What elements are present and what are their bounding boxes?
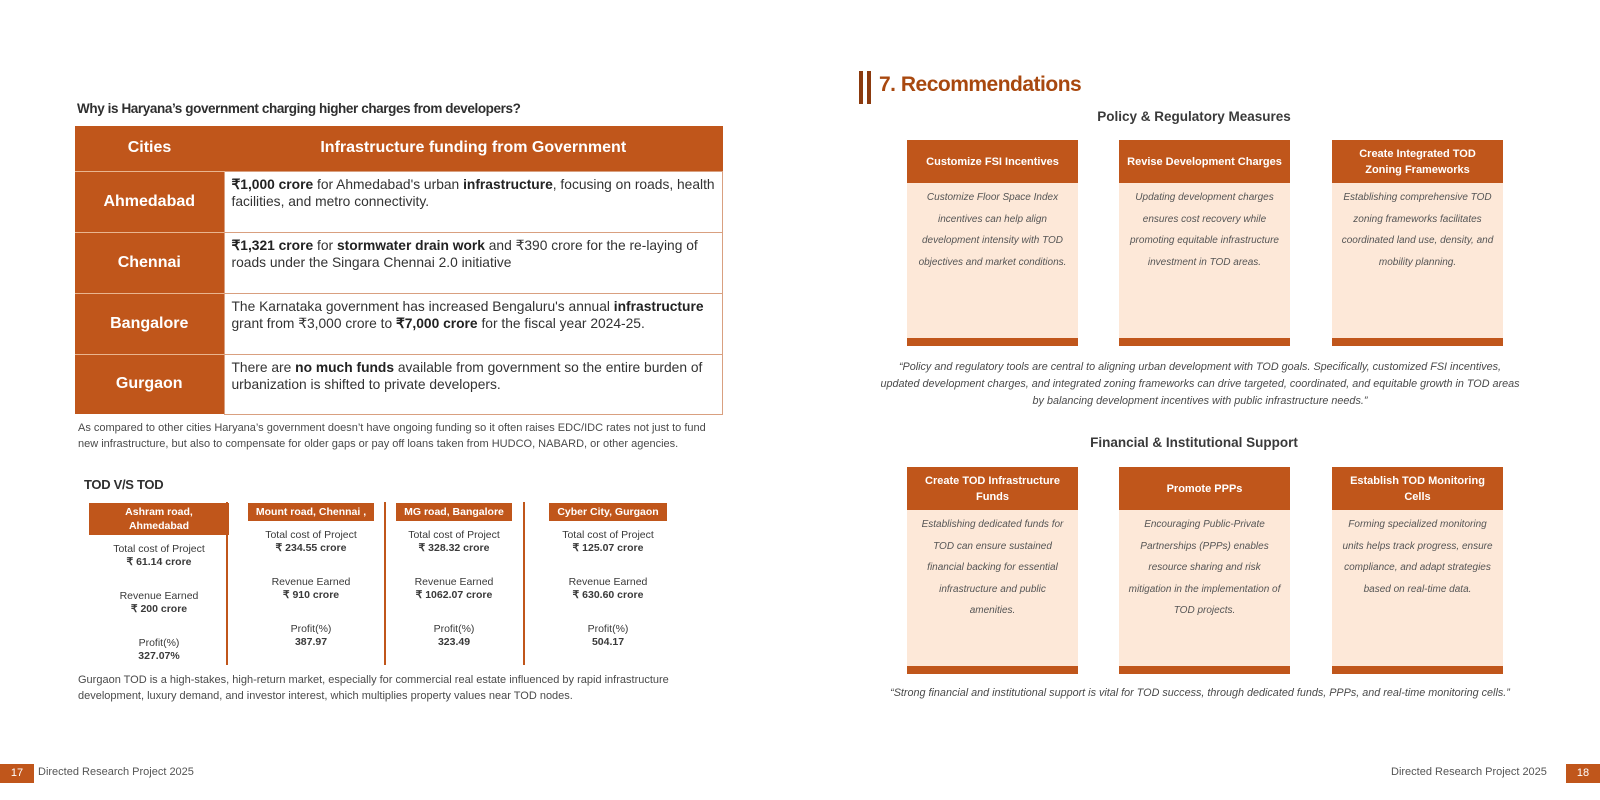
cost-label: Total cost of Project: [562, 529, 654, 541]
project-card-ahmedabad: [89, 503, 229, 662]
cost-value: ₹ 234.55 crore: [275, 542, 347, 554]
revenue-value: ₹ 1062.07 crore: [415, 589, 493, 601]
funding-cell: There are no much funds available from government so the entire burden of urbanization is shifted to private developers.: [224, 354, 723, 414]
profit-value: 327.07%: [138, 650, 180, 662]
card-footer-bar: [1119, 666, 1290, 674]
card-footer-bar: [907, 666, 1078, 674]
card-footer-bar: [1119, 338, 1290, 346]
project-card-chennai: [241, 503, 381, 648]
cost-label: Total cost of Project: [113, 543, 205, 555]
card-zoning-frameworks: [1332, 140, 1503, 346]
card-heading: Promote PPPs: [1119, 467, 1290, 510]
revenue-value: ₹ 910 crore: [282, 589, 340, 601]
footer-right: Directed Research Project 2025: [1391, 766, 1547, 778]
title-accent-bar: [859, 71, 863, 104]
card-infrastructure-funds: [907, 467, 1078, 674]
recommendations-title: 7. Recommendations: [879, 73, 1082, 96]
project-name-tag: Mount road, Chennai ,: [248, 503, 374, 521]
cost-value: ₹ 61.14 crore: [126, 556, 192, 568]
card-body: Forming specialized monitoring units helps track progress, ensure compliance, and adapt strategies based on real-time data.: [1342, 519, 1493, 595]
section-title-financial: Financial & Institutional Support: [1090, 435, 1298, 450]
card-heading: Create Integrated TOD Zoning Frameworks: [1332, 140, 1503, 183]
revenue-label: Revenue Earned: [568, 576, 648, 588]
project-name-tag: Cyber City, Gurgaon: [549, 503, 666, 521]
cost-value: ₹ 125.07 crore: [572, 542, 644, 554]
divider: [226, 502, 228, 665]
table-row: [75, 232, 723, 293]
card-body: Establishing dedicated funds for TOD can ensure sustained financial backing for essential infrastructure and public amenities.: [921, 519, 1064, 616]
profit-value: 387.97: [294, 636, 328, 648]
table-row: [75, 171, 723, 232]
card-body: Updating development charges ensures cost recovery while promoting equitable infrastructure investment in TOD areas.: [1130, 192, 1279, 268]
page-number-left: 17: [0, 764, 34, 783]
profit-label: Profit(%): [138, 637, 180, 649]
policy-quote: “Policy and regulatory tools are central to aligning urban development with TOD goals. Specifically, customized FSI incentives, updated development charges, and integrated zoning frameworks can drive targeted, coordinated, and equitable growth in TOD areas by balancing development incentives with public infrastructure needs.”: [880, 361, 1520, 407]
profit-label: Profit(%): [587, 623, 629, 635]
funding-cell: ₹1,321 crore for stormwater drain work and ₹390 crore for the re-laying of roads under the Singara Chennai 2.0 initiative: [224, 232, 723, 293]
project-name-tag: Ashram road, Ahmedabad: [89, 503, 229, 535]
cost-label: Total cost of Project: [265, 529, 357, 541]
project-card-gurgaon: [538, 503, 678, 648]
funding-table: [75, 126, 723, 415]
project-name-tag: MG road, Bangalore: [396, 503, 512, 521]
city-cell: Chennai: [75, 232, 224, 293]
card-heading: Revise Development Charges: [1119, 140, 1290, 183]
project-card-bangalore: [384, 503, 524, 648]
question-heading: Why is Haryana’s government charging higher charges from developers?: [77, 101, 521, 116]
card-revise-charges: [1119, 140, 1290, 346]
page-number-right: 18: [1566, 764, 1600, 783]
card-heading: Create TOD Infrastructure Funds: [907, 467, 1078, 510]
profit-label: Profit(%): [433, 623, 475, 635]
funding-cell: The Karnataka government has increased Bengaluru's annual infrastructure grant from ₹3,000 crore to ₹7,000 crore for the fiscal year 2024-25.: [224, 293, 723, 354]
title-accent-bar: [867, 71, 871, 104]
header-funding: Infrastructure funding from Government: [224, 126, 723, 171]
card-footer-bar: [1332, 338, 1503, 346]
revenue-value: ₹ 200 crore: [130, 603, 188, 615]
card-customize-fsi: [907, 140, 1078, 346]
card-body: Establishing comprehensive TOD zoning frameworks facilitates coordinated land use, density, and mobility planning.: [1341, 192, 1494, 268]
financial-quote: “Strong financial and institutional support is vital for TOD success, through dedicated funds, PPPs, and real-time monitoring cells.”: [890, 687, 1510, 699]
footer-left: Directed Research Project 2025: [38, 766, 194, 778]
profit-value: 323.49: [437, 636, 471, 648]
revenue-label: Revenue Earned: [414, 576, 494, 588]
card-promote-ppps: [1119, 467, 1290, 674]
tod-comparison-title: TOD V/S TOD: [84, 477, 164, 492]
profit-label: Profit(%): [290, 623, 332, 635]
section-title-policy: Policy & Regulatory Measures: [1097, 109, 1291, 124]
card-heading: Establish TOD Monitoring Cells: [1332, 467, 1503, 510]
cost-label: Total cost of Project: [408, 529, 500, 541]
divider: [523, 502, 525, 665]
cost-value: ₹ 328.32 crore: [418, 542, 490, 554]
city-cell: Bangalore: [75, 293, 224, 354]
table-row: [75, 293, 723, 354]
card-body: Customize Floor Space Index incentives can help align development intensity with TOD objectives and market conditions.: [918, 192, 1067, 268]
revenue-label: Revenue Earned: [119, 590, 199, 602]
header-cities: Cities: [75, 126, 224, 171]
profit-value: 504.17: [591, 636, 625, 648]
card-heading: Customize FSI Incentives: [907, 140, 1078, 183]
gurgaon-summary-paragraph: Gurgaon TOD is a high-stakes, high-return market, especially for commercial real estate influenced by rapid infrastructure development, luxury demand, and investor interest, which multiplies property values near TOD nodes.: [78, 674, 669, 702]
funding-cell: ₹1,000 crore for Ahmedabad's urban infrastructure, focusing on roads, health facilities, and metro connectivity.: [224, 171, 723, 232]
card-body: Encouraging Public-Private Partnerships (PPPs) enables resource sharing and risk mitigation in the implementation of TOD projects.: [1128, 519, 1281, 616]
city-cell: Ahmedabad: [75, 171, 224, 232]
comparison-paragraph: As compared to other cities Haryana’s government doesn’t have ongoing funding so it often raises EDC/IDC rates not just to fund new infrastructure, but also to compensate for older gaps or pay off loans taken from HUDCO, NABARD, or other agencies.: [78, 422, 706, 450]
table-header-row: [75, 126, 723, 171]
revenue-value: ₹ 630.60 crore: [572, 589, 644, 601]
table-row: [75, 354, 723, 414]
card-monitoring-cells: [1332, 467, 1503, 674]
card-footer-bar: [1332, 666, 1503, 674]
card-footer-bar: [907, 338, 1078, 346]
city-cell: Gurgaon: [75, 354, 224, 414]
revenue-label: Revenue Earned: [271, 576, 351, 588]
